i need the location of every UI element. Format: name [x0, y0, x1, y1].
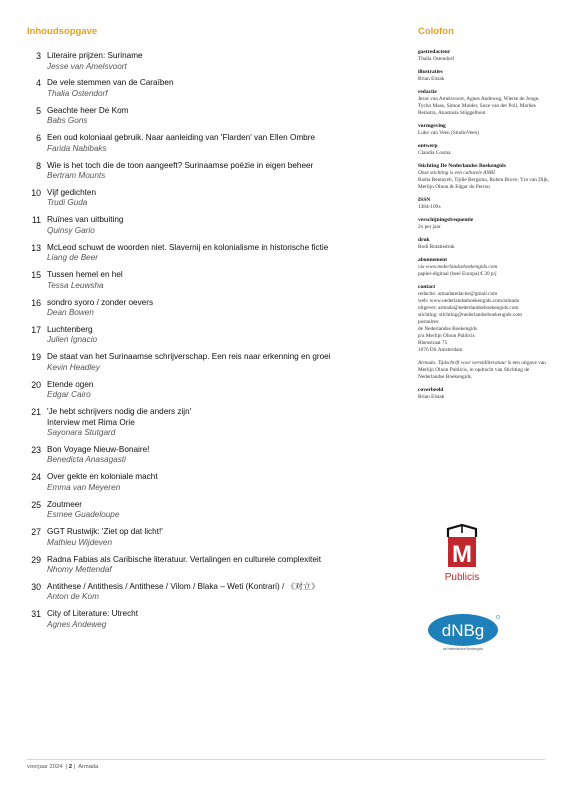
toc-entry-author: Liang de Beer [47, 253, 98, 263]
colofon-gastredacteur [418, 49, 553, 63]
contact-line: stichting: stichting@nederlandseboekengids.com [418, 312, 523, 318]
toc-entry [27, 298, 387, 319]
toc-entry [27, 445, 387, 466]
contact-line: Rhenstraat 75 [418, 340, 448, 346]
section-text: papier-digitaal (heel Europa) € 20 p/j [418, 271, 497, 277]
toc-entry [27, 106, 387, 127]
contact-line: redactie: armadaredactie@gmail.com [418, 291, 498, 297]
toc-entry [27, 380, 387, 401]
toc-page-number: 5 [36, 105, 41, 116]
toc-entry-author: Esmee Guadeloupe [47, 510, 120, 520]
contact-line: uitgever: armada@nederlandseboekengids.com [418, 305, 519, 311]
toc-entry-author: Agnes Andeweg [47, 619, 107, 629]
toc-entry-author: Sayonara Stutgard [47, 428, 116, 438]
toc-entry [27, 215, 387, 236]
toc-entry [27, 527, 387, 548]
merlijn-olnon-publicis-logo [442, 523, 482, 589]
toc-page-number: 25 [31, 499, 41, 510]
toc-entry-title: Antithese / Antithesis / Antithese / Vilom / Blaka – Weti (Kontrari) / 《对立》 [47, 581, 320, 591]
toc-page-number: 20 [31, 379, 41, 390]
section-text: Badia Bentayeb, Tijdie Bergsma, Ruben Bruve, Yra van Dijk, Merlijn Olnon & Edgar du Perron [418, 177, 549, 190]
colofon-abonnement [418, 257, 553, 278]
colofon-title: Colofon [418, 26, 454, 37]
toc-page-number: 15 [31, 270, 41, 281]
colofon-druk [418, 237, 553, 251]
contact-line: postadres: [418, 319, 440, 325]
toc-entry-author: Tessa Leuwsha [47, 280, 104, 290]
colofon-frequentie [418, 217, 553, 231]
toc-entry [27, 188, 387, 209]
toc-entry-title: Wie is het toch die de toon aangeeft? Surinaamse poëzie in eigen beheer [47, 160, 314, 170]
contact-line: de Nederlandse Boekengids [418, 326, 478, 332]
toc-entry-title: Radna Fabias als Caribische literatuur. Vertalingen en culturele complexiteit [47, 554, 321, 564]
toc-entry-title: sondro syoro / zonder oevers [47, 297, 154, 307]
section-text: via www.nederlandseboekengids.com [418, 264, 498, 270]
toc-page-number: 17 [31, 324, 41, 335]
footer-divider [27, 759, 545, 760]
toc-title: Inhoudsopgave [27, 26, 98, 37]
toc-entry-title: Etende ogen [47, 379, 94, 389]
footer-separator: | [64, 764, 69, 770]
toc-entry-title: Literaire prijzen: Suriname [47, 51, 143, 60]
footer-separator: | [72, 764, 77, 770]
colofon-redactie [418, 89, 553, 117]
colofon-issn [418, 197, 553, 211]
section-text: Brian Elstak [418, 394, 445, 400]
toc-page-number: 21 [31, 407, 41, 418]
section-text: 1384-109x [418, 204, 441, 210]
toc-entry-author: Julien Ignacio [47, 335, 98, 345]
toc-entry-author: Edgar Cairo [47, 390, 91, 400]
toc-page-number: 23 [31, 444, 41, 455]
toc-entry [27, 582, 387, 603]
footer-magazine: Armada [78, 764, 99, 770]
toc-page-number: 24 [31, 472, 41, 483]
section-heading: contact [418, 284, 436, 290]
colofon-vormgeving [418, 123, 553, 137]
registered-icon [496, 615, 499, 618]
section-heading: Stichting De Nederlandse Boekengids [418, 163, 506, 169]
footer-season: voorjaar 2024 [27, 764, 63, 770]
toc-entry-title: 'Je hebt schrijvers nodig die anders zijn' [47, 407, 192, 417]
toc-entry-author: Benedicta Anasagasti [47, 455, 126, 465]
toc-entry-title: Over gekte en koloniale macht [47, 472, 158, 482]
toc-list [27, 51, 387, 630]
toc-page-number: 3 [36, 51, 41, 61]
section-heading: abonnement [418, 257, 448, 263]
contact-line: 1076 DS Amsterdam [418, 347, 463, 353]
toc-page-number: 8 [36, 160, 41, 171]
section-text: Jesse van Amelsvoort, Agnes Andeweg, Wietse de Jonge, Tycho Maas, Simon Mulder, Suze van der Poll, Marlies Reinstra, Anastasia Stüggelbout [418, 96, 540, 116]
section-heading: coverbeeld [418, 387, 444, 393]
section-heading: druk [418, 237, 430, 243]
section-text: Claudia Cosma [418, 150, 451, 156]
toc-entry-author: Nhomy Mettendaf [47, 565, 112, 575]
section-text: 2x per jaar [418, 224, 441, 230]
toc-entry-author: Bertram Mounts [47, 171, 106, 181]
toc-page-number: 29 [31, 554, 41, 565]
toc-entry-author: Kevin Headley [47, 362, 100, 372]
armada-note-text: is een uitgave van Merlijn Olnon Publicis, in opdracht van Stichting de Nederlandse Boekengids. [418, 360, 546, 380]
toc-entry-author: Mathieu Wijdeven [47, 537, 113, 547]
section-text: Thalia Ostendorf [418, 56, 455, 62]
section-text: Brian Elstak [418, 76, 445, 82]
contact-line: web: www.nederlandseboekengids.com/armada [418, 298, 519, 304]
toc-page-number: 30 [31, 581, 41, 592]
toc-entry-author: Dean Bowen [47, 308, 94, 318]
toc-page-number: 27 [31, 527, 41, 538]
toc-entry [27, 609, 387, 630]
toc-page-number: 11 [31, 215, 41, 226]
section-heading: ISSN [418, 197, 431, 203]
toc-entry [27, 243, 387, 264]
page-footer [27, 764, 98, 770]
toc-entry [27, 161, 387, 182]
toc-page-number: 19 [31, 352, 41, 363]
section-heading: redactie [418, 89, 437, 95]
toc-entry [27, 472, 387, 493]
logo-letter: M [452, 541, 472, 568]
toc-entry-title: De staat van het Surinaamse schrijverschap. Een reis naar erkenning en groei [47, 352, 331, 362]
armada-note [418, 360, 553, 381]
toc-entry [27, 555, 387, 576]
toc-entry-title: De vele stemmen van de Caraïben [47, 78, 174, 88]
toc-entry [27, 352, 387, 373]
toc-page-number: 13 [31, 242, 41, 253]
toc-entry-author: Quinsy Gario [47, 225, 95, 235]
toc-entry [27, 270, 387, 291]
section-heading: verschijningsfrequentie [418, 217, 474, 223]
toc-entry [27, 78, 387, 99]
section-heading: vormgeving [418, 123, 446, 129]
section-heading: illustraties [418, 69, 443, 75]
contact-line: p/a Merlijn Olnon Publicis [418, 333, 475, 339]
colofon-coverbeeld [418, 387, 553, 401]
logo-tagline: de Nederlandse Boekengids [442, 647, 484, 651]
toc-entry-title: Luchtenberg [47, 324, 93, 334]
toc-page-number: 10 [31, 187, 41, 198]
toc-entry-title-line2: Interview met Rima Orie [47, 417, 135, 427]
toc-page-number: 6 [36, 133, 41, 144]
footer-page-number: 2 [68, 764, 73, 770]
toc-entry-title: Bon Voyage Nieuw-Bonaire! [47, 444, 150, 454]
toc-entry [27, 133, 387, 154]
colofon-stichting [418, 163, 553, 191]
toc-entry [27, 325, 387, 346]
toc-entry-author: Farida Nabibaks [47, 143, 107, 153]
toc-page-number: 31 [31, 609, 41, 620]
colofon-illustraties [418, 69, 553, 83]
table-of-contents [27, 26, 387, 637]
section-text: Rodi Rotatiedruk [418, 244, 455, 250]
armada-note-title: Armada. Tijdschrift voor wereldliteratuur [418, 360, 507, 366]
toc-entry-author: Trudi Guda [47, 198, 88, 208]
toc-entry-title: Geachte heer De Kom [47, 105, 129, 115]
toc-entry [27, 51, 387, 72]
colofon-ontwerp [418, 143, 553, 157]
colofon [418, 26, 553, 407]
toc-entry-title: Een oud koloniaal gebruik. Naar aanleiding van 'Flarden' van Ellen Ombre [47, 133, 316, 143]
toc-entry-title: GGT Rustwijk: 'Ziet op dat licht!' [47, 527, 163, 537]
toc-entry-author: Jesse van Amelsvoort [47, 61, 127, 71]
toc-entry-author: Babs Gons [47, 116, 88, 126]
toc-entry-title: Zoutmeer [47, 499, 83, 509]
toc-entry-author: Emma van Meyeren [47, 482, 121, 492]
dnbg-logo [424, 612, 502, 652]
toc-page-number: 16 [31, 297, 41, 308]
toc-entry-author: Anton de Kom [47, 592, 99, 602]
section-text: Luke van Veen (StudioVeen) [418, 130, 479, 136]
colofon-contact [418, 284, 553, 354]
toc-entry-title: Vijf gedichten [47, 187, 97, 197]
section-heading: gastredacteur [418, 49, 451, 55]
toc-page-number: 4 [36, 78, 41, 89]
logo-text: dNBg [441, 621, 485, 640]
toc-entry-title: Ruïnes van uitbuiting [47, 215, 124, 225]
toc-entry-title: McLeod schuwt de woorden niet. Slavernij en kolonialisme in historische fictie [47, 242, 329, 252]
toc-entry [27, 500, 387, 521]
toc-entry-title: Tussen hemel en hel [47, 270, 123, 280]
toc-entry-title: City of Literature: Utrecht [47, 609, 139, 619]
section-subtext: Onze stichting is een culturele ANBI [418, 170, 495, 176]
toc-entry [27, 407, 387, 438]
section-heading: ontwerp [418, 143, 438, 149]
toc-entry-author: Thalia Ostendorf [47, 88, 108, 98]
logo-name: Publicis [444, 572, 480, 583]
